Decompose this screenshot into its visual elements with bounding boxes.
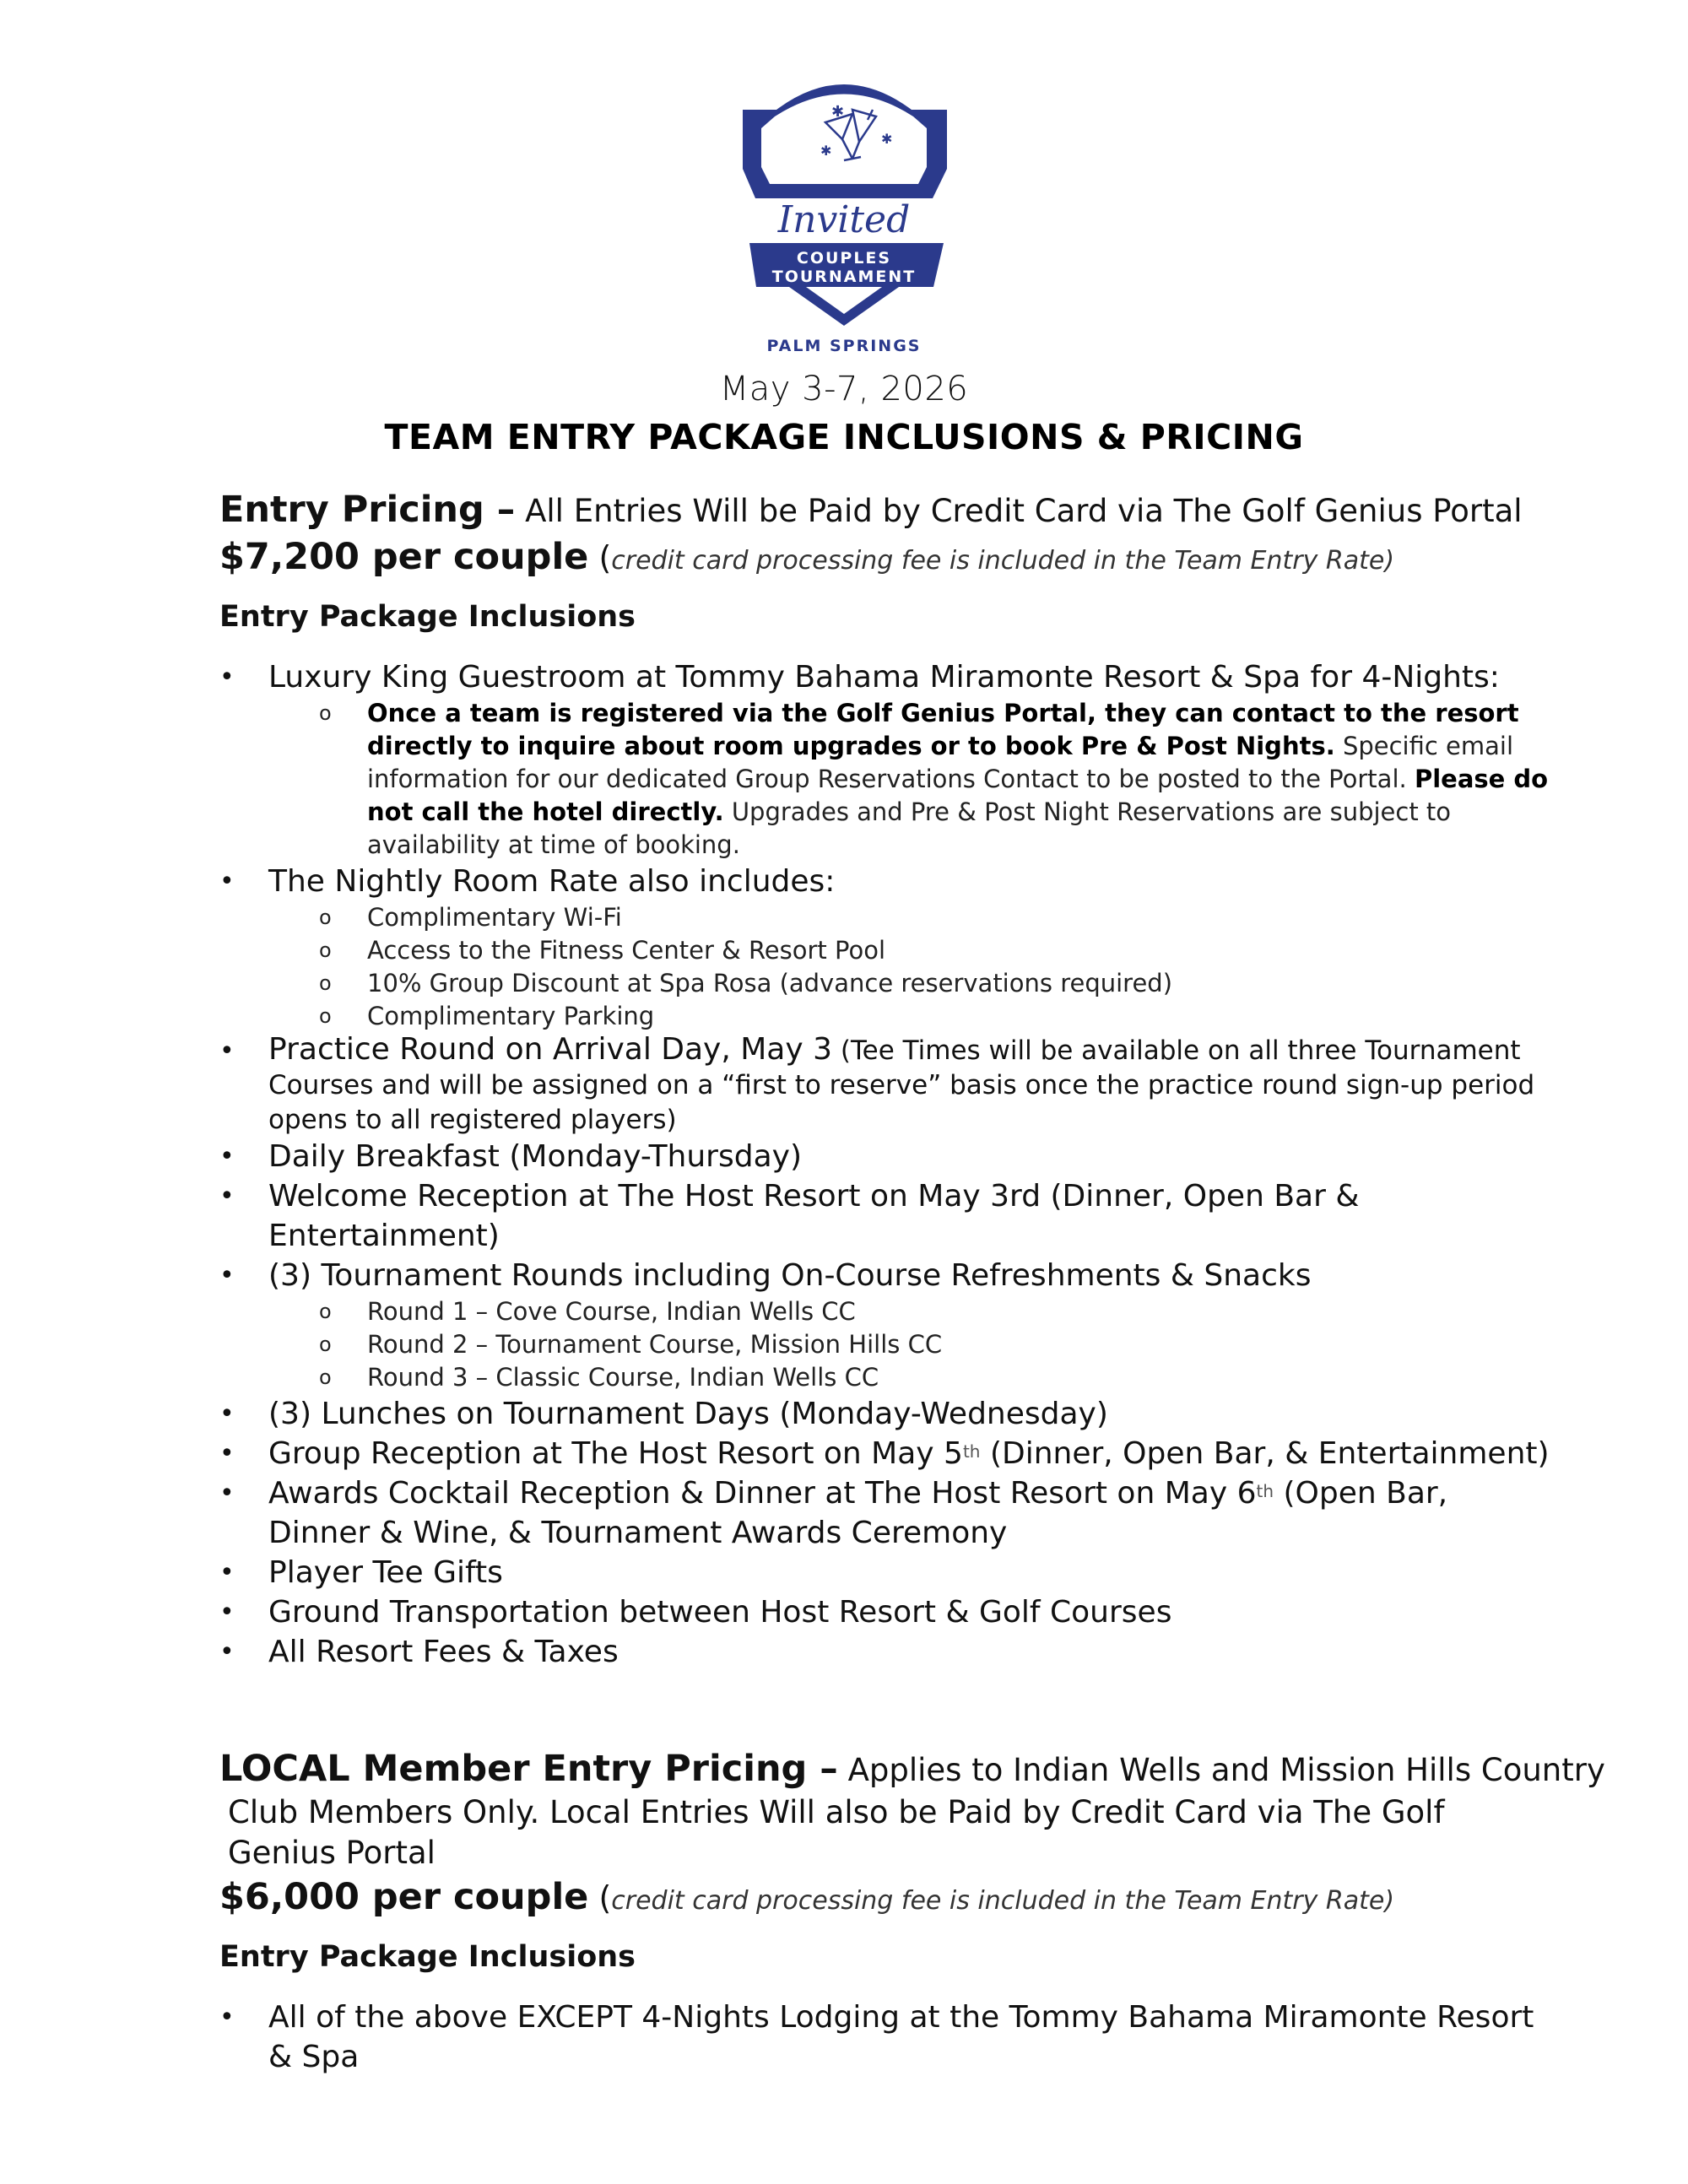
list-item <box>219 657 1553 862</box>
svg-text:✱: ✱ <box>881 131 893 147</box>
local-pricing-line <box>219 1747 1605 1792</box>
local-price-note: credit card processing fee is included in the Team Entry Rate) <box>611 1886 1395 1916</box>
entry-price-note: credit card processing fee is included in the Team Entry Rate) <box>611 546 1395 576</box>
sub-list <box>268 697 1553 862</box>
sub-bullet-icon: o <box>319 1333 332 1356</box>
list-item <box>219 1553 1553 1592</box>
bullet-icon: • <box>219 1261 235 1290</box>
list-item-text: Group Reception at The Host Resort on May 5 <box>268 1436 963 1471</box>
local-price-line <box>219 1873 1553 1925</box>
list-item-text: (3) Tournament Rounds including On-Course Refreshments & Snacks <box>268 1258 1312 1293</box>
bullet-icon: • <box>219 1142 235 1171</box>
list-item-text: All Resort Fees & Taxes <box>268 1635 619 1669</box>
bullet-icon: • <box>219 1558 235 1587</box>
local-pricing-description: Applies to Indian Wells and Mission Hills Country <box>837 1752 1605 1788</box>
sub-list-item-text: Round 2 – Tournament Course, Mission Hills CC <box>367 1330 943 1359</box>
sub-list-item-text: Round 1 – Cove Course, Indian Wells CC <box>367 1297 856 1326</box>
availability-note: Upgrades and Pre & Post Night Reservations are subject to availability at time of booking. <box>367 797 1452 859</box>
entry-price-line <box>219 533 1553 585</box>
list-item <box>219 1394 1553 1434</box>
bullet-icon: • <box>219 1181 235 1211</box>
svg-text:✱: ✱ <box>831 103 845 121</box>
bullet-icon: • <box>219 2003 235 2032</box>
local-pricing-description-3: Genius Portal <box>228 1835 436 1871</box>
list-item-text: Luxury King Guestroom at Tommy Bahama Miramonte Resort & Spa for 4-Nights: <box>268 660 1500 695</box>
group-reservations-note: Specific email information for our dedicated Group Reservations Contact to be posted to the Portal. <box>367 732 1514 793</box>
sub-list <box>268 901 1553 1033</box>
list-item <box>219 862 1553 1033</box>
list-item-text: Daily Breakfast (Monday-Thursday) <box>268 1139 803 1174</box>
logo-location: PALM SPRINGS <box>766 337 922 354</box>
do-not-call-note: Please do not call the hotel directly. <box>367 765 1549 826</box>
bullet-icon: • <box>219 1439 235 1468</box>
entry-price: $7,200 per couple <box>219 536 589 578</box>
page-title: TEAM ENTRY PACKAGE INCLUSIONS & PRICING <box>384 417 1304 457</box>
list-item-text: The Nightly Room Rate also includes: <box>268 864 836 899</box>
list-item-text: (3) Lunches on Tournament Days (Monday-Wednesday) <box>268 1397 1108 1431</box>
ordinal-suffix: th <box>962 1441 981 1462</box>
local-inclusions-heading: Entry Package Inclusions <box>219 1940 636 1974</box>
sub-list-item <box>268 1328 1553 1361</box>
list-item <box>219 1256 1553 1394</box>
list-item <box>219 1033 1553 1137</box>
list-item-text: All of the above EXCEPT 4-Nights Lodging at the Tommy Bahama Miramonte Resort & Spa <box>268 2000 1534 2074</box>
practice-round-note: (Tee Times will be available on all three Tournament Courses and will be assigned on a “first to reserve” basis once the practice round sign-up period opens to all registered players) <box>268 1035 1535 1135</box>
sub-list-item-text: Access to the Fitness Center & Resort Pool <box>367 936 885 965</box>
sub-bullet-icon: o <box>319 1004 332 1028</box>
entry-pricing-section <box>219 488 1553 1672</box>
local-inclusions-list <box>219 1997 1553 2077</box>
sub-list-item-text: 10% Group Discount at Spa Rosa (advance reservations required) <box>367 969 1173 997</box>
entry-pricing-label: Entry Pricing – <box>219 489 516 531</box>
sub-list-item <box>268 1295 1553 1328</box>
list-item-text: Practice Round on Arrival Day, May 3 <box>268 1032 833 1067</box>
entry-pricing-line <box>219 488 1553 533</box>
sub-list-item <box>268 1000 1553 1033</box>
sub-list-item-text: Complimentary Parking <box>367 1002 655 1030</box>
sub-bullet-icon: o <box>319 1365 332 1389</box>
sub-list-item-text: Round 3 – Classic Course, Indian Wells CC <box>367 1363 879 1392</box>
list-item-text: Awards Cocktail Reception & Dinner at The Host Resort on May 6 <box>268 1476 1257 1511</box>
list-item <box>219 1632 1553 1672</box>
sub-list-item <box>268 1361 1553 1394</box>
list-item-text-cont: (Open Bar, Dinner & Wine, & Tournament Awards Ceremony <box>268 1476 1448 1550</box>
logo-band-line1: COUPLES <box>796 249 892 268</box>
inclusions-heading: Entry Package Inclusions <box>219 600 636 634</box>
list-item <box>219 1473 1553 1553</box>
list-item <box>219 1434 1553 1473</box>
local-pricing-label: LOCAL Member Entry Pricing – <box>219 1748 838 1790</box>
sub-bullet-icon: o <box>319 905 332 929</box>
sub-bullet-icon: o <box>319 971 332 995</box>
bullet-icon: • <box>219 1399 235 1429</box>
local-pricing-description-2: Club Members Only. Local Entries Will also be Paid by Credit Card via The Golf <box>228 1794 1445 1830</box>
sub-list-item <box>268 967 1553 1000</box>
bullet-icon: • <box>219 1637 235 1667</box>
list-item-text-cont: (Dinner, Open Bar, & Entertainment) <box>980 1436 1550 1471</box>
sub-list-item <box>268 697 1553 862</box>
local-pricing-section <box>219 1747 1605 2077</box>
list-item-text: Welcome Reception at The Host Resort on May 3rd (Dinner, Open Bar & Entertainment) <box>268 1179 1360 1253</box>
tournament-logo <box>726 76 962 354</box>
resort-contact-note: Once a team is registered via the Golf Genius Portal, they can contact to the resort directly to inquire about room upgrades or to book Pre & Post Nights. <box>367 699 1519 760</box>
event-date: May 3-7, 2026 <box>719 370 969 408</box>
logo-band-line2: TOURNAMENT <box>771 268 917 286</box>
ordinal-suffix: th <box>1256 1481 1274 1501</box>
list-item <box>219 1176 1553 1256</box>
bullet-icon: • <box>219 662 235 692</box>
list-item-text: Player Tee Gifts <box>268 1555 503 1590</box>
sub-list-item-text: Complimentary Wi-Fi <box>367 903 622 932</box>
sub-list-item <box>268 934 1553 967</box>
paren: ( <box>588 1879 612 1916</box>
svg-text:✱: ✱ <box>820 143 832 159</box>
list-item-text: Ground Transportation between Host Resort & Golf Courses <box>268 1595 1172 1630</box>
list-item <box>219 1137 1553 1176</box>
local-price: $6,000 per couple <box>219 1876 589 1918</box>
bullet-icon: • <box>219 1597 235 1627</box>
shield-logo-icon <box>726 76 962 354</box>
sub-bullet-icon: o <box>319 938 332 962</box>
bullet-icon: • <box>219 1036 235 1066</box>
logo-script-text: Invited <box>777 198 911 241</box>
sub-list <box>268 1295 1553 1394</box>
inclusions-list <box>219 657 1553 1672</box>
paren: ( <box>588 539 612 576</box>
sub-list-item <box>268 901 1553 934</box>
bullet-icon: • <box>219 1479 235 1508</box>
entry-pricing-description: All Entries Will be Paid by Credit Card via The Golf Genius Portal <box>515 493 1523 529</box>
bullet-icon: • <box>219 867 235 896</box>
list-item <box>219 1592 1553 1632</box>
sub-bullet-icon: o <box>319 701 332 725</box>
sub-bullet-icon: o <box>319 1300 332 1323</box>
list-item <box>219 1997 1553 2077</box>
